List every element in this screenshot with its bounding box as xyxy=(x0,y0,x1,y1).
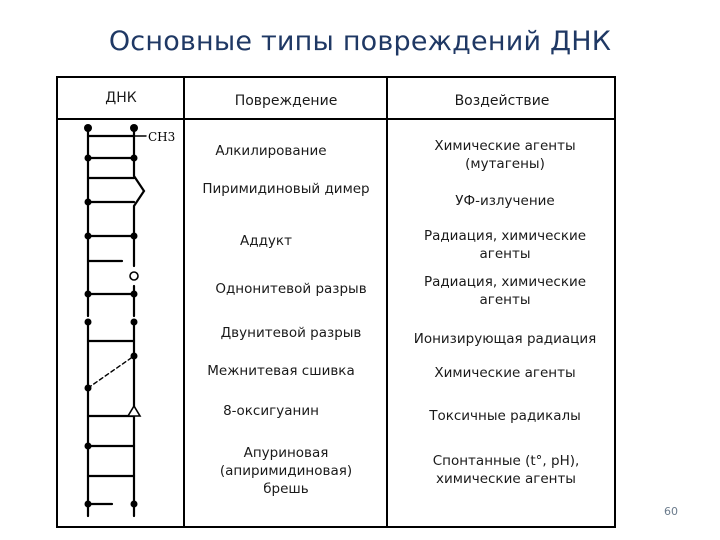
damage-cell: Пиримидиновый димер xyxy=(202,181,370,197)
damage-cell: 8-оксигуанин xyxy=(223,403,319,419)
adduct-marker xyxy=(130,272,138,280)
header-dna: ДНК xyxy=(105,90,137,106)
damage-cell: Однонитевой разрыв xyxy=(215,281,367,297)
impact-cell: Радиация, химические агенты xyxy=(423,228,587,262)
dna-node xyxy=(131,291,138,298)
damage-cell: Межнитевая сшивка xyxy=(207,363,355,379)
dna-node xyxy=(131,501,138,508)
damage-cell: Алкилирование xyxy=(215,143,327,159)
impact-cell: УФ-излучение xyxy=(455,193,555,209)
dna-node xyxy=(131,319,138,326)
header-impact: Воздействие xyxy=(454,93,550,109)
dna-node xyxy=(85,199,92,206)
dna-ladder-illustration xyxy=(62,116,182,526)
dna-node xyxy=(131,353,138,360)
impact-cell: Спонтанные (t°, pH), химические агенты xyxy=(432,453,580,487)
dna-node xyxy=(85,155,92,162)
dna-node xyxy=(131,233,138,240)
dna-node xyxy=(131,155,138,162)
page-number: 60 xyxy=(664,505,678,518)
column-divider-2 xyxy=(386,76,388,528)
dna-node xyxy=(85,291,92,298)
dna-node xyxy=(85,319,92,326)
impact-cell: Ионизирующая радиация xyxy=(413,331,597,347)
page-title: Основные типы повреждений ДНК xyxy=(108,26,612,57)
damage-cell: Аддукт xyxy=(240,233,292,249)
header-damage: Повреждение xyxy=(234,93,338,109)
column-divider-1 xyxy=(183,76,185,528)
dna-node xyxy=(85,233,92,240)
dna-node xyxy=(85,443,92,450)
methyl-label: CH3 xyxy=(148,130,176,144)
dna-node xyxy=(85,501,92,508)
dna-node xyxy=(85,385,92,392)
impact-cell: Химические агенты xyxy=(434,365,576,381)
dna-strand-right-upper xyxy=(134,128,144,266)
impact-cell: Химические агенты (мутагены) xyxy=(434,138,576,172)
oxoguanine-marker xyxy=(128,406,140,416)
impact-cell: Токсичные радикалы xyxy=(429,408,581,424)
dna-node xyxy=(84,124,92,132)
damage-cell: Апуриновая (апиримидиновая) брешь xyxy=(219,445,353,497)
damage-cell: Двунитевой разрыв xyxy=(220,325,362,341)
dna-node xyxy=(130,124,138,132)
impact-cell: Радиация, химические агенты xyxy=(423,274,587,308)
dna-crosslink xyxy=(88,356,134,388)
